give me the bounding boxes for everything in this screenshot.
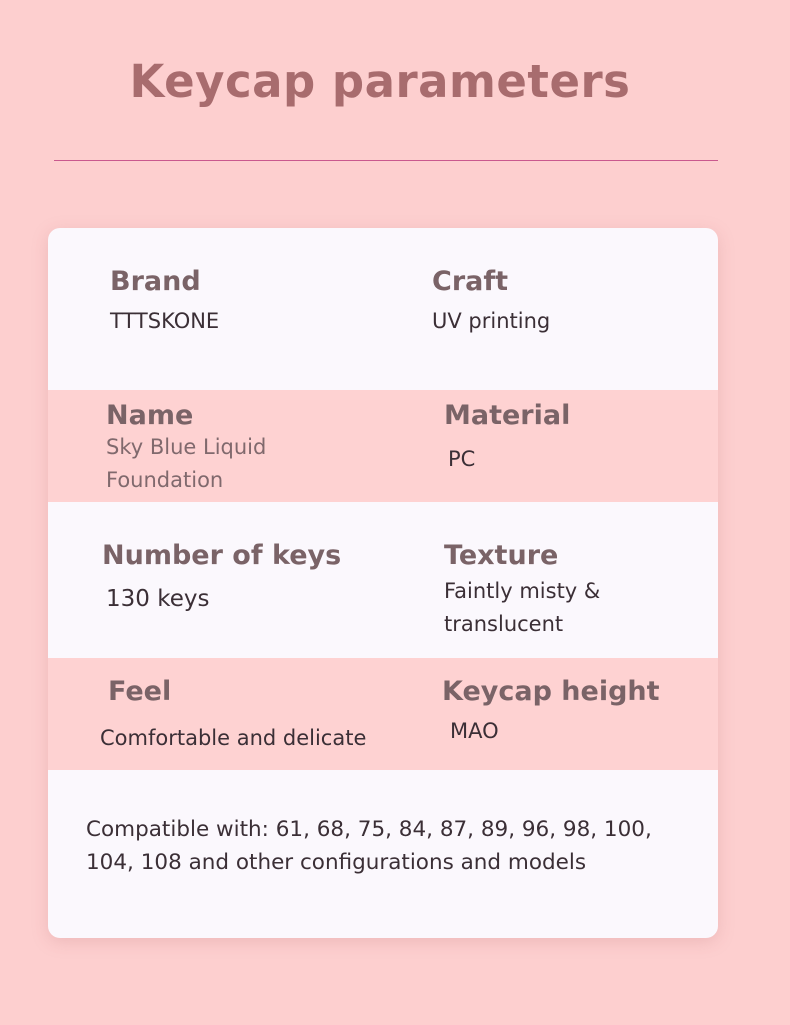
craft-label: Craft bbox=[432, 266, 509, 297]
texture-label: Texture bbox=[444, 540, 559, 571]
row-brand-craft bbox=[48, 228, 718, 390]
parameters-card bbox=[48, 228, 718, 938]
feel-label: Feel bbox=[108, 676, 172, 707]
material-value: PC bbox=[448, 447, 476, 471]
name-cell bbox=[106, 400, 266, 497]
compatibility-line-1: Compatible with: 61, 68, 75, 84, 87, 89, 96, 98, 100, bbox=[86, 817, 652, 842]
compatibility-line-2: 104, 108 and other configurations and models bbox=[86, 850, 587, 875]
feel-value-cell bbox=[100, 722, 366, 755]
material-cell bbox=[444, 400, 570, 476]
compatibility-text bbox=[86, 813, 696, 879]
keys-value: 130 keys bbox=[106, 586, 210, 612]
name-value-line-2: Foundation bbox=[106, 468, 224, 492]
name-value-line-1: Sky Blue Liquid bbox=[106, 435, 267, 459]
feel-cell bbox=[108, 676, 171, 707]
page-title: Keycap parameters bbox=[129, 55, 631, 108]
height-label: Keycap height bbox=[442, 676, 660, 707]
row-name-material bbox=[48, 390, 718, 502]
brand-cell bbox=[110, 266, 219, 338]
feel-value: Comfortable and delicate bbox=[100, 726, 367, 750]
craft-cell bbox=[432, 266, 550, 338]
texture-value-line-1: Faintly misty & bbox=[444, 579, 601, 603]
row-keys-texture bbox=[48, 502, 718, 658]
keys-label: Number of keys bbox=[102, 540, 342, 571]
brand-value: TTTSKONE bbox=[110, 309, 220, 333]
name-label: Name bbox=[106, 400, 194, 431]
height-cell bbox=[442, 676, 660, 748]
row-feel-height bbox=[48, 658, 718, 770]
texture-cell bbox=[444, 540, 600, 641]
craft-value: UV printing bbox=[432, 309, 551, 333]
brand-label: Brand bbox=[110, 266, 201, 297]
title-divider bbox=[54, 160, 718, 161]
material-label: Material bbox=[444, 400, 571, 431]
texture-value-line-2: translucent bbox=[444, 612, 564, 636]
keys-cell bbox=[102, 540, 341, 616]
height-value: MAO bbox=[450, 719, 499, 743]
